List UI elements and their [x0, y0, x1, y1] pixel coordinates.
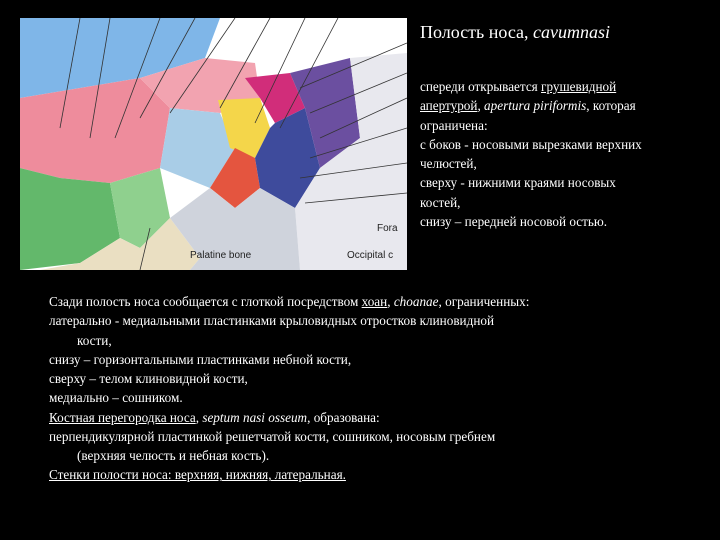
bottom-line-1e: , ограниченных:: [438, 294, 530, 309]
right-line-7: костей,: [420, 194, 461, 210]
skull-illustration: [20, 18, 407, 270]
bottom-line-10: Стенки полости носа: верхняя, нижняя, латеральная.: [49, 467, 346, 483]
foramen-label: Fora: [377, 223, 398, 234]
bottom-line-1b: хоан: [361, 294, 388, 309]
occipital-label: Occipital c: [347, 250, 394, 261]
right-line-2c: apertura piriformis: [484, 98, 587, 114]
bottom-line-1a: Сзади полость носа сообщается с глоткой посредством: [49, 294, 362, 309]
slide-title: [420, 22, 610, 43]
bottom-line-4: снизу – горизонтальными пластинками небной кости,: [49, 351, 352, 367]
bottom-line-8: перпендикулярной пластинкой решетчатой кости, сошником, носовым гребнем: [49, 428, 496, 444]
right-line-1a: спереди открывается: [420, 79, 542, 94]
right-line-1b: грушевидной: [541, 79, 617, 94]
bottom-text-block: [49, 292, 717, 485]
right-text-block: [420, 77, 716, 231]
bottom-line-7c: septum nasi osseum: [202, 409, 308, 425]
right-line-5: челюстей,: [420, 156, 477, 172]
bottom-line-7d: , образована:: [307, 409, 380, 425]
bottom-line-2: латерально - медиальными пластинками крыловидных отростков клиновидной: [49, 313, 495, 329]
right-line-6: сверху - нижними краями носовых: [420, 175, 616, 191]
bottom-line-6: медиально – сошником.: [49, 390, 183, 406]
right-line-2d: , которая: [586, 98, 636, 114]
title-main: Полость носа,: [420, 22, 534, 42]
right-line-4: с боков - носовыми вырезками верхних: [420, 136, 642, 152]
bottom-line-1d: choanae: [393, 294, 439, 309]
skull-drawing: [20, 18, 407, 270]
bottom-line-5: сверху – телом клиновидной кости,: [49, 371, 248, 387]
bottom-line-7b: ,: [195, 409, 203, 425]
bottom-line-3: кости,: [77, 332, 112, 348]
right-line-2a: апертурой: [420, 98, 478, 114]
bottom-line-7a: Костная перегородка носа: [49, 409, 196, 425]
bottom-line-1c: ,: [387, 294, 394, 309]
right-line-8: снизу – передней носовой остью.: [420, 213, 608, 229]
title-latin: cavumnasi: [533, 22, 611, 42]
right-line-3: ограничена:: [420, 117, 488, 133]
palatine-bone-label: Palatine bone: [190, 250, 252, 261]
right-line-2b: ,: [477, 98, 485, 114]
bottom-line-9: (верхняя челюсть и небная кость).: [77, 448, 270, 464]
